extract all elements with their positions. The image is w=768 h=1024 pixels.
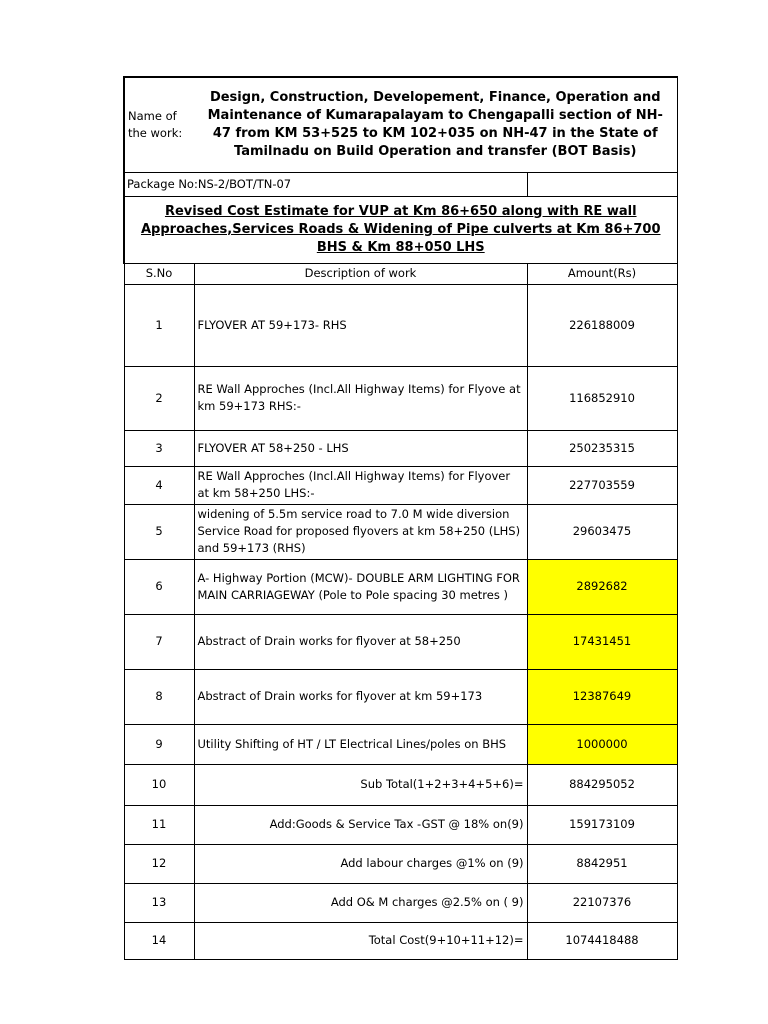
table-row	[124, 614, 677, 669]
row-sno: 1	[124, 284, 194, 366]
row-amount: 227703559	[527, 466, 677, 504]
row-sno: 10	[124, 764, 194, 805]
table-row	[124, 466, 677, 504]
estimate-subtitle: Revised Cost Estimate for VUP at Km 86+650 along with RE wall Approaches,Services Roads & Widening of Pipe culverts at Km 86+700 BHS & Km 88+050 LHS	[124, 196, 677, 263]
row-sno: 14	[124, 922, 194, 959]
table-row	[124, 504, 677, 559]
row-amount-highlighted: 12387649	[527, 669, 677, 724]
package-row	[124, 172, 677, 196]
table-row	[124, 724, 677, 764]
package-empty-cell	[527, 172, 677, 196]
work-title: Design, Construction, Developement, Finance, Operation and Maintenance of Kumarapalayam to Chengapalli section of NH-47 from KM 53+525 to KM 102+035 on NH-47 in the State of Tamilnadu on Build Operation and transfer (BOT Basis)	[194, 77, 677, 172]
row-description: Total Cost(9+10+11+12)=	[194, 922, 527, 959]
table-row	[124, 669, 677, 724]
row-amount: 884295052	[527, 764, 677, 805]
row-description: A- Highway Portion (MCW)- DOUBLE ARM LIGHTING FOR MAIN CARRIAGEWAY (Pole to Pole spacing 30 metres )	[194, 559, 527, 614]
row-amount: 1074418488	[527, 922, 677, 959]
cost-estimate-table	[123, 76, 678, 960]
row-description: Add:Goods & Service Tax -GST @ 18% on(9)	[194, 805, 527, 844]
row-description: Sub Total(1+2+3+4+5+6)=	[194, 764, 527, 805]
name-of-work-label: Name of the work:	[124, 77, 194, 172]
row-sno: 8	[124, 669, 194, 724]
subtitle-row	[124, 196, 677, 263]
row-amount: 159173109	[527, 805, 677, 844]
row-description: FLYOVER AT 59+173- RHS	[194, 284, 527, 366]
package-number: Package No:NS-2/BOT/TN-07	[124, 172, 527, 196]
col-header-sno: S.No	[124, 263, 194, 284]
table-row	[124, 430, 677, 466]
row-amount: 8842951	[527, 844, 677, 883]
col-header-amount: Amount(Rs)	[527, 263, 677, 284]
row-sno: 9	[124, 724, 194, 764]
row-sno: 13	[124, 883, 194, 922]
row-sno: 12	[124, 844, 194, 883]
row-sno: 11	[124, 805, 194, 844]
row-amount: 116852910	[527, 366, 677, 430]
row-sno: 7	[124, 614, 194, 669]
row-description: widening of 5.5m service road to 7.0 M wide diversion Service Road for proposed flyovers at km 58+250 (LHS) and 59+173 (RHS)	[194, 504, 527, 559]
row-amount: 226188009	[527, 284, 677, 366]
table-row	[124, 844, 677, 883]
row-amount-highlighted: 1000000	[527, 724, 677, 764]
row-description: Add O& M charges @2.5% on ( 9)	[194, 883, 527, 922]
col-header-description: Description of work	[194, 263, 527, 284]
work-title-row	[124, 77, 677, 172]
row-amount-highlighted: 2892682	[527, 559, 677, 614]
row-sno: 5	[124, 504, 194, 559]
row-description: Add labour charges @1% on (9)	[194, 844, 527, 883]
row-amount: 22107376	[527, 883, 677, 922]
row-sno: 6	[124, 559, 194, 614]
row-amount: 250235315	[527, 430, 677, 466]
row-description: RE Wall Approches (Incl.All Highway Items) for Flyove at km 59+173 RHS:-	[194, 366, 527, 430]
row-sno: 4	[124, 466, 194, 504]
table-row	[124, 805, 677, 844]
column-header-row	[124, 263, 677, 284]
row-amount-highlighted: 17431451	[527, 614, 677, 669]
cost-estimate-sheet	[123, 76, 676, 960]
row-description: Abstract of Drain works for flyover at 58+250	[194, 614, 527, 669]
row-description: FLYOVER AT 58+250 - LHS	[194, 430, 527, 466]
row-sno: 3	[124, 430, 194, 466]
table-row	[124, 284, 677, 366]
table-row	[124, 764, 677, 805]
table-row	[124, 559, 677, 614]
row-description: Abstract of Drain works for flyover at km 59+173	[194, 669, 527, 724]
row-description: Utility Shifting of HT / LT Electrical Lines/poles on BHS	[194, 724, 527, 764]
table-row-total	[124, 922, 677, 959]
table-row	[124, 366, 677, 430]
row-description: RE Wall Approches (Incl.All Highway Items) for Flyover at km 58+250 LHS:-	[194, 466, 527, 504]
table-row	[124, 883, 677, 922]
row-amount: 29603475	[527, 504, 677, 559]
row-sno: 2	[124, 366, 194, 430]
